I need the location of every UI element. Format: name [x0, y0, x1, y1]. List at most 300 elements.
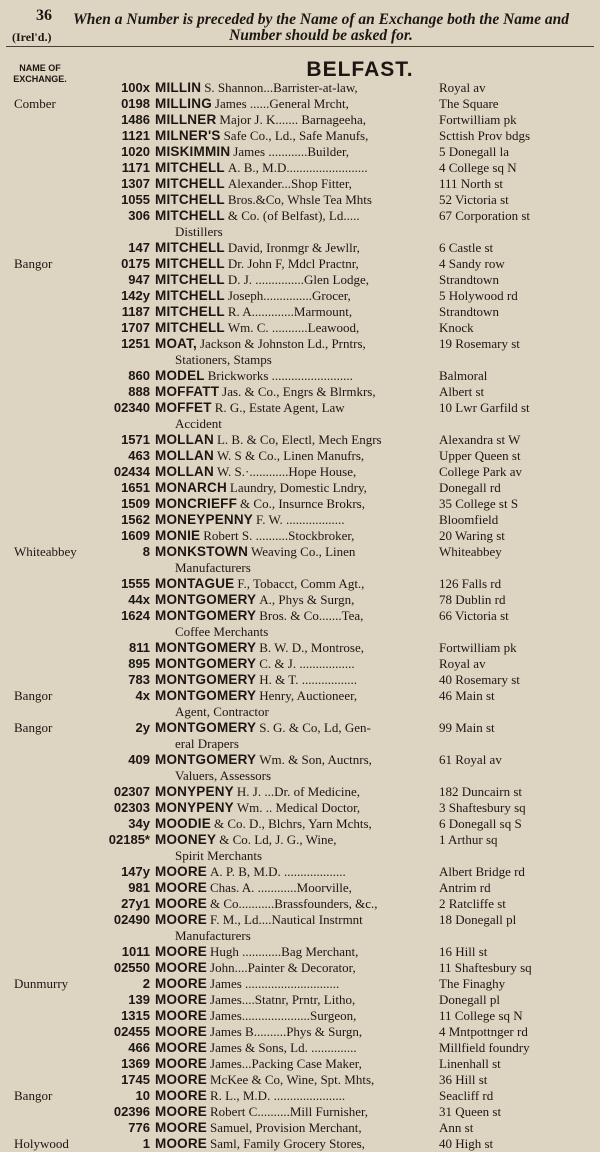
subscriber-name-line	[155, 832, 337, 848]
directory-entry	[0, 976, 600, 992]
subscriber-name-line	[155, 112, 366, 128]
directory-entry	[0, 1104, 600, 1120]
subscriber-surname: MOORE	[155, 992, 208, 1007]
subscriber-address: Donegall pl	[439, 992, 501, 1007]
directory-entry	[0, 336, 600, 352]
phone-number: 02455	[113, 1024, 150, 1039]
subscriber-name-line	[155, 1008, 356, 1024]
subscriber-name-line	[155, 784, 360, 800]
subscriber-address: The Finaghy	[439, 976, 506, 991]
phone-number: 02434	[113, 464, 150, 479]
phone-number: 888	[128, 384, 150, 399]
subscriber-detail: Jas. & Co., Engrs & Blrmkrs,	[222, 384, 376, 399]
directory-entry	[0, 160, 600, 176]
subscriber-surname: MOORE	[155, 944, 208, 959]
phone-number: 1555	[121, 576, 150, 591]
subscriber-detail: W. S & Co., Linen Manufrs,	[216, 448, 365, 463]
subscriber-name-line	[155, 208, 360, 224]
subscriber-detail: David, Ironmgr & Jewllr,	[227, 240, 360, 255]
subscriber-name-line	[155, 912, 363, 928]
subscriber-address: 4 Mntpottnger rd	[439, 1024, 528, 1039]
subscriber-detail: Samuel, Provision Merchant,	[210, 1120, 362, 1135]
subscriber-surname: MITCHELL	[155, 208, 225, 223]
subscriber-surname: MONTGOMERY	[155, 672, 257, 687]
subscriber-address: 40 Rosemary st	[439, 672, 520, 687]
directory-entry	[0, 784, 600, 800]
subscriber-address: Ann st	[439, 1120, 474, 1135]
directory-entry	[0, 464, 600, 480]
subscriber-detail: Wm. C. ...........Leawood,	[227, 320, 360, 335]
directory-entry	[0, 576, 600, 592]
subscriber-address: Royal av	[439, 80, 486, 95]
subscriber-address: 4 Sandy row	[439, 256, 505, 271]
subscriber-detail: Wm. .. Medical Doctor,	[236, 800, 361, 815]
directory-entry	[0, 592, 600, 608]
subscriber-surname: MITCHELL	[155, 304, 225, 319]
phone-number: 1562	[121, 512, 150, 527]
subscriber-address: 11 College sq N	[439, 1008, 523, 1023]
subscriber-detail: & Co...........Brassfounders, &c.,	[210, 896, 378, 911]
directory-entry	[0, 1008, 600, 1024]
continuation-line	[0, 768, 600, 784]
header-note: When a Number is preceded by the Name of an Exchange both the Name and Number should be asked for.	[73, 11, 569, 44]
directory-entry	[0, 400, 600, 416]
subscriber-address: 19 Rosemary st	[439, 336, 520, 351]
subscriber-name-line	[155, 512, 345, 528]
subscriber-surname: MOORE	[155, 896, 208, 911]
subscriber-name-line	[155, 384, 376, 400]
subscriber-surname: MISKIMMIN	[155, 144, 231, 159]
directory-entry	[0, 752, 600, 768]
phone-number: 1121	[121, 128, 150, 143]
subscriber-name-line	[155, 176, 352, 192]
phone-number: 1020	[121, 144, 150, 159]
subscriber-name-line	[155, 1104, 368, 1120]
phone-number: 147	[128, 240, 150, 255]
directory-entry	[0, 384, 600, 400]
subscriber-detail: S. G. & Co, Ld, Gen-	[259, 720, 371, 735]
subscriber-detail: McKee & Co, Wine, Spt. Mhts,	[210, 1072, 375, 1087]
subscriber-address: Balmoral	[439, 368, 488, 383]
subscriber-detail: H. J. ...Dr. of Medicine,	[236, 784, 360, 799]
subscriber-surname: MOORE	[155, 960, 208, 975]
subscriber-name-line	[155, 304, 352, 320]
subscriber-address: 40 High st	[439, 1136, 494, 1151]
subscriber-detail: S. Shannon...Barrister-at-law,	[204, 80, 358, 95]
subscriber-address: Bloomfield	[439, 512, 499, 527]
subscriber-surname: MILNER'S	[155, 128, 221, 143]
subscriber-address: Albert st	[439, 384, 485, 399]
subscriber-surname: MOORE	[155, 1136, 208, 1151]
exchange-name: Holywood	[14, 1136, 69, 1151]
continuation-text: eral Drapers	[175, 736, 239, 751]
subscriber-detail: B. W. D., Montrose,	[259, 640, 364, 655]
directory-entry	[0, 688, 600, 704]
subscriber-address: 99 Main st	[439, 720, 495, 735]
subscriber-address: 6 Donegall sq S	[439, 816, 522, 831]
phone-number: 1055	[121, 192, 150, 207]
continuation-line	[0, 624, 600, 640]
phone-number: 306	[128, 208, 150, 223]
directory-entry	[0, 144, 600, 160]
subscriber-detail: Joseph...............Grocer,	[227, 288, 351, 303]
subscriber-address: 20 Waring st	[439, 528, 505, 543]
continuation-text: Spirit Merchants	[175, 848, 263, 863]
phone-number: 4x	[135, 688, 150, 703]
subscriber-name-line	[155, 480, 367, 496]
subscriber-detail: Chas. A. ............Moorville,	[210, 880, 352, 895]
directory-entry	[0, 720, 600, 736]
subscriber-surname: MILLNER	[155, 112, 217, 127]
subscriber-name-line	[155, 464, 356, 480]
subscriber-address: Albert Bridge rd	[439, 864, 525, 879]
continuation-text: Accident	[175, 416, 222, 431]
phone-number: 0198	[121, 96, 150, 111]
subscriber-surname: MOODIE	[155, 816, 211, 831]
continuation-text: Valuers, Assessors	[175, 768, 272, 783]
subscriber-address: 1 Arthur sq	[439, 832, 498, 847]
phone-number: 27y1	[121, 896, 150, 911]
subscriber-name-line	[155, 160, 368, 176]
directory-entry	[0, 448, 600, 464]
subscriber-name-line	[155, 1088, 345, 1104]
subscriber-address: 36 Hill st	[439, 1072, 488, 1087]
directory-entry	[0, 96, 600, 112]
subscriber-detail: Dr. John F, Mdcl Practnr,	[227, 256, 359, 271]
subscriber-address: 11 Shaftesbury sq	[439, 960, 532, 975]
phone-number: 02303	[113, 800, 150, 815]
phone-number: 1651	[121, 480, 150, 495]
phone-number: 1571	[121, 432, 150, 447]
directory-entry	[0, 880, 600, 896]
subscriber-surname: MONTGOMERY	[155, 720, 257, 735]
directory-entry	[0, 256, 600, 272]
subscriber-name-line	[155, 816, 372, 832]
phone-number: 44x	[128, 592, 150, 607]
subscriber-surname: MONYPENY	[155, 784, 234, 799]
continuation-text: Stationers, Stamps	[175, 352, 272, 367]
continuation-text: Manufacturers	[175, 560, 251, 575]
phone-number: 2	[142, 976, 150, 991]
subscriber-surname: MOORE	[155, 1072, 208, 1087]
subscriber-detail: W. S.·............Hope House,	[216, 464, 357, 479]
subscriber-detail: Laundry, Domestic Lndry,	[229, 480, 367, 495]
directory-entry	[0, 432, 600, 448]
subscriber-name-line	[155, 496, 365, 512]
exchange-name: Bangor	[14, 688, 53, 703]
subscriber-name-line	[155, 432, 382, 448]
exchange-column-heading: NAME OF EXCHANGE.	[13, 63, 67, 84]
subscriber-detail: & Co., Insurnce Brokrs,	[240, 496, 365, 511]
directory-entry	[0, 1120, 600, 1136]
directory-entry	[0, 528, 600, 544]
phone-number: 947	[128, 272, 150, 287]
directory-entry	[0, 80, 600, 96]
subscriber-name-line	[155, 720, 371, 736]
phone-number: 1251	[121, 336, 150, 351]
subscriber-surname: MITCHELL	[155, 240, 225, 255]
subscriber-name-line	[155, 944, 358, 960]
subscriber-name-line	[155, 672, 357, 688]
exchange-name: Bangor	[14, 256, 53, 271]
subscriber-address: 5 Donegall la	[439, 144, 510, 159]
phone-number: 1307	[121, 176, 150, 191]
subscriber-address: 78 Dublin rd	[439, 592, 506, 607]
subscriber-surname: MOORE	[155, 976, 208, 991]
continuation-line	[0, 224, 600, 240]
subscriber-address: Seacliff rd	[439, 1088, 494, 1103]
subscriber-surname: MODEL	[155, 368, 205, 383]
phone-number: 02307	[113, 784, 150, 799]
subscriber-address: 18 Donegall pl	[439, 912, 517, 927]
subscriber-detail: L. B. & Co, Electl, Mech Engrs	[216, 432, 382, 447]
continuation-line	[0, 928, 600, 944]
phone-number: 1707	[121, 320, 150, 335]
phone-number: 409	[128, 752, 150, 767]
directory-entry	[0, 176, 600, 192]
phone-number: 895	[128, 656, 150, 671]
phone-number: 0175	[121, 256, 150, 271]
subscriber-surname: MONTGOMERY	[155, 608, 257, 623]
directory-entry	[0, 896, 600, 912]
directory-entry	[0, 1072, 600, 1088]
subscriber-name-line	[155, 864, 346, 880]
subscriber-name-line	[155, 608, 363, 624]
directory-entries	[0, 80, 600, 1152]
subscriber-surname: MITCHELL	[155, 320, 225, 335]
subscriber-detail: & Co. (of Belfast), Ld.....	[227, 208, 360, 223]
directory-entry	[0, 208, 600, 224]
subscriber-surname: MONTAGUE	[155, 576, 235, 591]
subscriber-address: 66 Victoria st	[439, 608, 509, 623]
phone-number: 02396	[113, 1104, 150, 1119]
phone-number: 1486	[121, 112, 150, 127]
subscriber-name-line	[155, 896, 378, 912]
subscriber-detail: Wm. & Son, Auctnrs,	[259, 752, 372, 767]
directory-entry	[0, 944, 600, 960]
page-sub-label: (Irel'd.)	[12, 30, 52, 44]
phone-number: 1624	[121, 608, 150, 623]
subscriber-address: 67 Corporation st	[439, 208, 530, 223]
subscriber-surname: MOORE	[155, 1088, 208, 1103]
subscriber-address: The Square	[439, 96, 499, 111]
phone-number: 1171	[121, 160, 150, 175]
subscriber-address: Donegall rd	[439, 480, 501, 495]
phone-number: 34y	[128, 816, 150, 831]
subscriber-name-line	[155, 1024, 362, 1040]
subscriber-surname: MONTGOMERY	[155, 592, 257, 607]
directory-entry	[0, 992, 600, 1008]
directory-entry	[0, 912, 600, 928]
phone-number: 147y	[121, 864, 150, 879]
subscriber-surname: MOONEY	[155, 832, 217, 847]
subscriber-address: Fortwilliam pk	[439, 640, 517, 655]
subscriber-detail: & Co. D., Blchrs, Yarn Mchts,	[213, 816, 372, 831]
subscriber-name-line	[155, 656, 355, 672]
subscriber-surname: MONTGOMERY	[155, 752, 257, 767]
subscriber-surname: MONEYPENNY	[155, 512, 254, 527]
subscriber-name-line	[155, 144, 349, 160]
subscriber-detail: James .............................	[210, 976, 340, 991]
subscriber-detail: James....Statnr, Prntr, Litho,	[210, 992, 356, 1007]
subscriber-address: Strandtown	[439, 272, 499, 287]
continuation-text: Manufacturers	[175, 928, 251, 943]
exchange-name: Comber	[14, 96, 56, 111]
subscriber-surname: MOFFATT	[155, 384, 220, 399]
subscriber-address: 111 North st	[439, 176, 504, 191]
subscriber-detail: Bros.&Co, Whsle Tea Mhts	[227, 192, 372, 207]
continuation-line	[0, 560, 600, 576]
subscriber-surname: MONCRIEFF	[155, 496, 238, 511]
subscriber-surname: MOORE	[155, 1056, 208, 1071]
subscriber-surname: MITCHELL	[155, 192, 225, 207]
subscriber-detail: James...Packing Case Maker,	[210, 1056, 362, 1071]
subscriber-detail: John....Painter & Decorator,	[210, 960, 356, 975]
directory-entry	[0, 112, 600, 128]
subscriber-name-line	[155, 368, 353, 384]
subscriber-surname: MITCHELL	[155, 176, 225, 191]
subscriber-detail: Jackson & Johnston Ld., Prntrs,	[200, 336, 366, 351]
subscriber-name-line	[155, 400, 345, 416]
subscriber-surname: MOORE	[155, 1104, 208, 1119]
phone-number: 10	[135, 1088, 150, 1103]
subscriber-detail: A. P. B, M.D. ...................	[210, 864, 346, 879]
subscriber-address: 35 College st S	[439, 496, 519, 511]
subscriber-surname: MOORE	[155, 880, 208, 895]
directory-entry	[0, 496, 600, 512]
phone-number: 776	[128, 1120, 150, 1135]
phone-number: 860	[128, 368, 150, 383]
directory-entry	[0, 960, 600, 976]
subscriber-detail: Alexander...Shop Fitter,	[227, 176, 352, 191]
exchange-name: Whiteabbey	[14, 544, 77, 559]
subscriber-name-line	[155, 240, 360, 256]
directory-entry	[0, 864, 600, 880]
subscriber-surname: MITCHELL	[155, 288, 225, 303]
subscriber-surname: MOORE	[155, 1120, 208, 1135]
subscriber-address: Fortwilliam pk	[439, 112, 517, 127]
subscriber-detail: Henry, Auctioneer,	[259, 688, 358, 703]
phone-number: 811	[129, 640, 150, 655]
subscriber-surname: MOORE	[155, 1024, 208, 1039]
page-number: 36	[36, 7, 52, 24]
exchange-name: Bangor	[14, 1088, 53, 1103]
subscriber-name-line	[155, 992, 355, 1008]
continuation-line	[0, 704, 600, 720]
subscriber-name-line	[155, 320, 359, 336]
subscriber-surname: MOFFET	[155, 400, 212, 415]
subscriber-name-line	[155, 976, 339, 992]
subscriber-detail: R. A.............Marmount,	[227, 304, 353, 319]
subscriber-address: Royal av	[439, 656, 486, 671]
phone-number: 466	[128, 1040, 150, 1055]
subscriber-address: 6 Castle st	[439, 240, 494, 255]
subscriber-surname: MOLLAN	[155, 448, 214, 463]
subscriber-surname: MOORE	[155, 1008, 208, 1023]
phone-number: 100x	[121, 80, 150, 95]
subscriber-surname: MITCHELL	[155, 256, 225, 271]
subscriber-name-line	[155, 960, 356, 976]
continuation-line	[0, 736, 600, 752]
directory-entry	[0, 304, 600, 320]
subscriber-address: 3 Shaftesbury sq	[439, 800, 526, 815]
subscriber-name-line	[155, 448, 364, 464]
phone-number: 1609	[121, 528, 150, 543]
subscriber-detail: Weaving Co., Linen	[251, 544, 356, 559]
subscriber-surname: MONYPENY	[155, 800, 234, 815]
subscriber-address: 46 Main st	[439, 688, 495, 703]
directory-entry	[0, 288, 600, 304]
subscriber-surname: MOORE	[155, 864, 208, 879]
subscriber-address: 52 Victoria st	[439, 192, 509, 207]
subscriber-detail: James ............Builder,	[233, 144, 350, 159]
subscriber-name-line	[155, 1120, 362, 1136]
subscriber-name-line	[155, 288, 351, 304]
phone-number: 1	[142, 1136, 150, 1151]
subscriber-detail: H. & T. .................	[259, 672, 357, 687]
phone-number: 02185*	[108, 832, 150, 847]
subscriber-name-line	[155, 528, 354, 544]
directory-entry	[0, 672, 600, 688]
subscriber-detail: R. L., M.D. ......................	[210, 1088, 346, 1103]
subscriber-detail: Robert C..........Mill Furnisher,	[210, 1104, 369, 1119]
phone-number: 2y	[135, 720, 150, 735]
subscriber-detail: R. G., Estate Agent, Law	[214, 400, 345, 415]
directory-entry	[0, 1024, 600, 1040]
subscriber-detail: Safe Co., Ld., Safe Manufs,	[223, 128, 369, 143]
phone-number: 463	[128, 448, 150, 463]
subscriber-address: Upper Queen st	[439, 448, 521, 463]
subscriber-detail: James ......General Mrcht,	[214, 96, 349, 111]
subscriber-address: 16 Hill st	[439, 944, 488, 959]
subscriber-name-line	[155, 272, 369, 288]
phone-number: 02340	[113, 400, 150, 415]
subscriber-name-line	[155, 256, 359, 272]
subscriber-address: 5 Holywood rd	[439, 288, 518, 303]
page-header	[6, 4, 594, 47]
phone-number: 139	[128, 992, 150, 1007]
subscriber-detail: A. B., M.D.........................	[227, 160, 368, 175]
subscriber-name-line	[155, 192, 372, 208]
subscriber-name-line	[155, 752, 372, 768]
subscriber-name-line	[155, 1072, 374, 1088]
directory-entry	[0, 1088, 600, 1104]
continuation-line	[0, 352, 600, 368]
directory-entry	[0, 192, 600, 208]
subscriber-name-line	[155, 1136, 365, 1152]
subscriber-name-line	[155, 544, 355, 560]
directory-entry	[0, 656, 600, 672]
subscriber-surname: MILLING	[155, 96, 212, 111]
subscriber-surname: MITCHELL	[155, 272, 225, 287]
phone-number: 1509	[121, 496, 150, 511]
subscriber-surname: MOLLAN	[155, 464, 214, 479]
subscriber-name-line	[155, 128, 368, 144]
exchange-name: Bangor	[14, 720, 53, 735]
subscriber-surname: MONIE	[155, 528, 201, 543]
subscriber-address: College Park av	[439, 464, 523, 479]
subscriber-name-line	[155, 576, 364, 592]
subscriber-surname: MONTGOMERY	[155, 656, 257, 671]
subscriber-surname: MITCHELL	[155, 160, 225, 175]
subscriber-surname: MOORE	[155, 1040, 208, 1055]
directory-entry	[0, 272, 600, 288]
directory-entry	[0, 1040, 600, 1056]
subscriber-detail: Major J. K....... Barnageeha,	[219, 112, 366, 127]
subscriber-address: 61 Royal av	[439, 752, 502, 767]
subscriber-name-line	[155, 1056, 362, 1072]
subscriber-address: 4 College sq N	[439, 160, 517, 175]
